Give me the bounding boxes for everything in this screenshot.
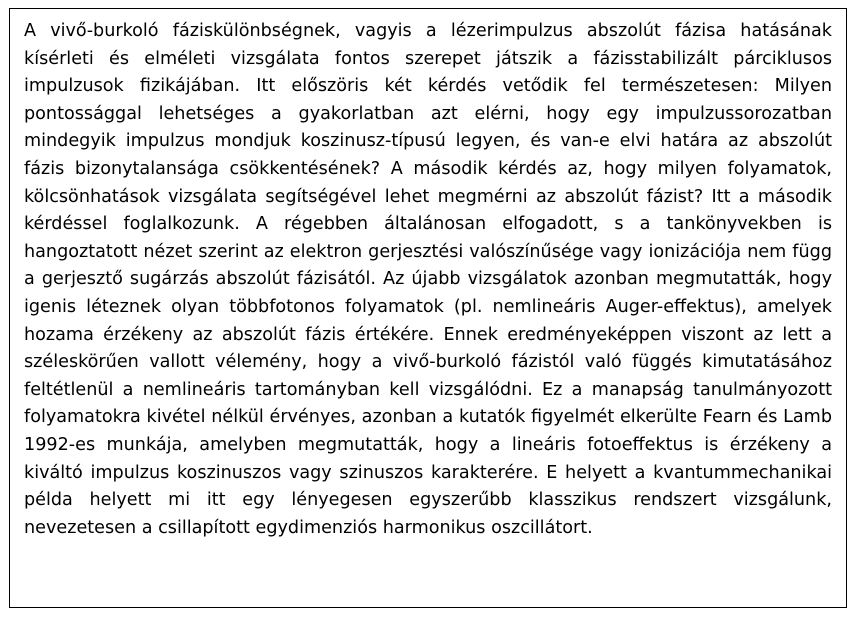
text-box [9, 8, 847, 608]
body-paragraph: A vivő-burkoló fáziskülönbségnek, vagyis a lézerimpulzus abszolút fázisa hatásának kísérleti és elméleti vizsgálata fontos szerepet játszik a fázisstabilizált párciklusos impulzusok fizikájában. Itt előszöris két kérdés vetődik fel természetesen: Milyen pontossággal lehetséges a gyakorlatban azt elérni, hogy egy impulzussorozatban mindegyik impulzus mondjuk koszinusz-típusú legyen, és van-e elvi határa az abszolút fázis bizonytalansága csökkentésének? A második kérdés az, hogy milyen folyamatok, kölcsönhatások vizsgálata segítségével lehet megmérni az abszolút fázist? Itt a második kérdéssel foglalkozunk. A régebben általánosan elfogadott, s a tankönyvekben is hangoztatott nézet szerint az elektron gerjesztési valószínűsége vagy ionizációja nem függ a gerjesztő sugárzás abszolút fázisától. Az újabb vizsgálatok azonban megmutatták, hogy igenis léteznek olyan többfotonos folyamatok (pl. nemlineáris Auger-effektus), amelyek hozama érzékeny az abszolút fázis értékére. Ennek eredményeképpen viszont az lett a széleskörűen vallott vélemény, hogy a vivő-burkoló fázistól való függés kimutatásához feltétlenül a nemlineáris tartományban kell vizsgálódni. Ez a manapság tanulmányozott folyamatokra kivétel nélkül érvényes, azonban a kutatók figyelmét elkerülte Fearn és Lamb 1992-es munkája, amelyben megmutatták, hogy a lineáris fotoeffektus is érzékeny a kiváltó impulzus koszinuszos vagy szinuszos karakterére. E helyett a kvantummechanikai példa helyett mi itt egy lényegesen egyszerűbb klasszikus rendszert vizsgálunk, nevezetesen a csillapított egydimenziós harmonikus oszcillátort. [24, 21, 832, 538]
